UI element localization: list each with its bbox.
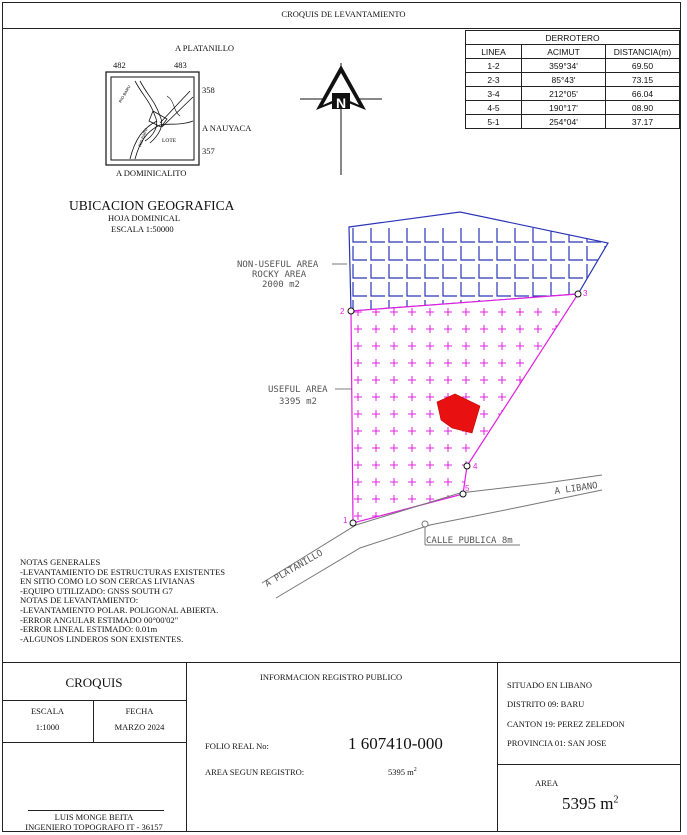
- non-useful-area-value: 2000 m2: [262, 280, 300, 290]
- useful-hatch-mark: [498, 444, 506, 452]
- non-useful-label: NON-USEFUL AREA: [237, 260, 319, 270]
- useful-hatch-mark: [552, 461, 560, 469]
- useful-hatch-mark: [408, 512, 416, 520]
- useful-hatch-mark: [516, 410, 524, 418]
- useful-hatch-mark: [534, 512, 542, 520]
- folio-value: 1 607410-000: [348, 734, 443, 753]
- map-coord-y-bottom: 357: [202, 146, 215, 156]
- area-value: 5395 $m^2$: [562, 794, 619, 813]
- derrotero-title: DERROTERO: [466, 31, 680, 45]
- area-registro-label: AREA SEGUN REGISTRO:: [205, 767, 305, 777]
- vertex-3: [575, 291, 581, 297]
- fecha-label: FECHA: [125, 706, 154, 716]
- useful-hatch-mark: [552, 410, 560, 418]
- note-line: EN SITIO COMO LO SON CERCAS LIVIANAS: [20, 576, 195, 587]
- provincia: PROVINCIA 01: SAN JOSE: [507, 738, 607, 748]
- situado: SITUADO EN LIBANO: [507, 680, 592, 690]
- table-row: 4-5 190°17' 08.90: [466, 101, 680, 115]
- map-coord-x-right: 483: [174, 60, 187, 70]
- table-row: 5-1 254°04' 37.17: [466, 115, 680, 129]
- useful-hatch-mark: [552, 359, 560, 367]
- folio-label: FOLIO REAL No:: [205, 741, 269, 751]
- rock-hatch-mark: [605, 282, 619, 296]
- map-coord-x-left: 482: [113, 60, 126, 70]
- useful-hatch-mark: [534, 393, 542, 401]
- note-line: -EQUIPO UTILIZADO: GNSS SOUTH G7: [20, 585, 173, 596]
- useful-hatch-mark: [552, 376, 560, 384]
- map-lote-label: LOTE: [162, 138, 177, 144]
- useful-hatch-mark: [570, 427, 578, 435]
- useful-hatch-mark: [552, 427, 560, 435]
- useful-hatch-mark: [480, 478, 488, 486]
- location-sheet: HOJA DOMINICAL: [108, 213, 181, 223]
- useful-hatch-mark: [498, 512, 506, 520]
- useful-hatch-mark: [534, 444, 542, 452]
- north-letter: N: [335, 95, 347, 111]
- titleblock-top-line: [2, 662, 681, 663]
- fecha-value: MARZO 2024: [114, 722, 165, 732]
- note-line: -ALGUNOS LINDEROS SON EXISTENTES.: [20, 633, 184, 644]
- useful-hatch-mark: [570, 376, 578, 384]
- surveyor-name: LUIS MONGE BEITA: [54, 812, 134, 822]
- rock-hatch-mark: [605, 228, 619, 242]
- notes-survey-title: NOTAS DE LEVANTAMIENTO:: [20, 595, 139, 606]
- col-acimut: ACIMUT: [522, 45, 606, 59]
- registry-title: INFORMACION REGISTRO PUBLICO: [260, 672, 403, 682]
- location-title: UBICACION GEOGRAFICA: [69, 198, 235, 213]
- useful-hatch-mark: [570, 308, 578, 316]
- surveyor-title: INGENIERO TOPOGRAFO IT - 36157: [25, 822, 163, 832]
- useful-hatch-mark: [534, 376, 542, 384]
- useful-hatch-mark: [534, 495, 542, 503]
- useful-hatch-mark: [570, 325, 578, 333]
- vertex-label-5: 5: [465, 484, 470, 493]
- useful-hatch-mark: [570, 512, 578, 520]
- road-public-label: CALLE PUBLICA 8m: [426, 536, 513, 546]
- notes-general-title: NOTAS GENERALES: [20, 557, 101, 567]
- vertex-label-2: 2: [340, 307, 345, 316]
- useful-hatch-mark: [498, 427, 506, 435]
- rock-hatch-mark: [587, 282, 601, 296]
- note-line: -ERROR LINEAL ESTIMADO: 0.01m: [20, 624, 158, 635]
- useful-hatch-mark: [516, 427, 524, 435]
- useful-hatch-mark: [552, 393, 560, 401]
- useful-hatch-mark: [570, 444, 578, 452]
- map-river-2: RIO BARU: [137, 127, 149, 148]
- croquis-title: CROQUIS: [65, 675, 123, 690]
- vertex-label-4: 4: [473, 462, 478, 471]
- map-label-platanillo: A PLATANILLO: [175, 43, 235, 53]
- location-scale: ESCALA 1:50000: [111, 224, 174, 234]
- vertex-label-1: 1: [343, 516, 348, 525]
- vertex-label-3: 3: [583, 289, 588, 298]
- table-row: 1-2 359°34' 69.50: [466, 59, 680, 73]
- table-row: 2-3 85°43' 73.15: [466, 73, 680, 87]
- rock-hatch-mark: [605, 300, 619, 314]
- useful-area-label: USEFUL AREA: [268, 385, 328, 395]
- titleblock-divider-2: [497, 662, 498, 832]
- canton: CANTON 19: PEREZ ZELEDON: [507, 719, 625, 729]
- useful-area-value: 3395 m2: [279, 397, 317, 407]
- useful-hatch-mark: [534, 427, 542, 435]
- useful-hatch-mark: [498, 495, 506, 503]
- signature-line: [28, 810, 164, 811]
- useful-hatch-mark: [552, 342, 560, 350]
- useful-hatch-mark: [426, 512, 434, 520]
- titleblock-divider-1: [186, 662, 187, 832]
- useful-hatch-mark: [516, 495, 524, 503]
- road-libano-label: A LIBANO: [554, 481, 599, 497]
- useful-hatch-mark: [534, 410, 542, 418]
- sheet-title: CROQUIS DE LEVANTAMIENTO: [281, 9, 406, 19]
- map-river-1: RIO BARU: [117, 84, 132, 104]
- useful-hatch-mark: [516, 478, 524, 486]
- note-line: -LEVANTAMIENTO DE ESTRUCTURAS EXISTENTES: [20, 566, 225, 577]
- useful-hatch-mark: [570, 410, 578, 418]
- rock-hatch-mark: [605, 264, 619, 278]
- rocky-area-label: ROCKY AREA: [252, 270, 307, 280]
- road-platanillo-label: A PLATANILLO: [263, 548, 325, 590]
- map-coord-y-top: 358: [202, 85, 215, 95]
- useful-hatch-mark: [516, 393, 524, 401]
- rock-hatch-mark: [605, 246, 619, 260]
- area-registro-value: 5395 $m^2$: [388, 767, 417, 777]
- useful-hatch-mark: [570, 461, 578, 469]
- escala-value: 1:1000: [35, 722, 60, 732]
- useful-hatch-mark: [516, 444, 524, 452]
- note-line: -LEVANTAMIENTO POLAR. POLIGONAL ABIERTA.: [20, 604, 219, 615]
- distrito: DISTRITO 09: BARU: [507, 699, 585, 709]
- notes-block: [20, 558, 225, 644]
- rock-hatch-mark: [587, 300, 601, 314]
- escala-label: ESCALA: [30, 706, 65, 716]
- useful-hatch-mark: [516, 461, 524, 469]
- note-line: -ERROR ANGULAR ESTIMADO 00°00'02": [20, 614, 179, 625]
- col-linea: LINEA: [466, 45, 522, 59]
- useful-hatch-mark: [570, 393, 578, 401]
- table-row: 3-4 212°05' 66.04: [466, 87, 680, 101]
- useful-hatch-mark: [498, 461, 506, 469]
- vertex-2: [348, 308, 354, 314]
- useful-hatch-mark: [444, 512, 452, 520]
- useful-hatch-mark: [516, 512, 524, 520]
- useful-hatch-mark: [570, 359, 578, 367]
- useful-hatch-mark: [480, 495, 488, 503]
- map-label-dominicalito: A DOMINICALITO: [116, 168, 187, 178]
- useful-hatch-mark: [480, 461, 488, 469]
- col-distancia: DISTANCIA(m): [606, 45, 680, 59]
- useful-hatch-mark: [534, 461, 542, 469]
- useful-hatch-mark: [552, 512, 560, 520]
- useful-hatch-mark: [534, 478, 542, 486]
- useful-hatch-mark: [570, 342, 578, 350]
- useful-hatch-mark: [498, 478, 506, 486]
- vertex-1: [350, 520, 356, 526]
- useful-hatch-mark: [480, 444, 488, 452]
- area-label: AREA: [535, 778, 559, 788]
- vertex-4: [464, 463, 470, 469]
- useful-hatch-mark: [552, 444, 560, 452]
- map-label-nauyaca: A NAUYACA: [202, 123, 252, 133]
